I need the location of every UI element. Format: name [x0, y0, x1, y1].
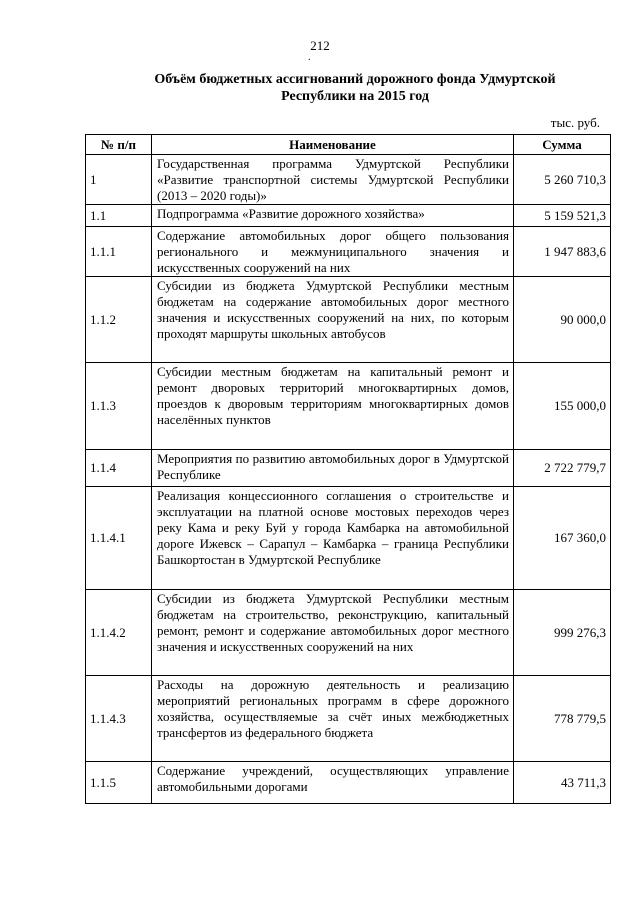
row-sum: 155 000,0	[514, 363, 611, 450]
table-row	[86, 155, 611, 205]
row-sum: 2 722 779,7	[514, 450, 611, 487]
row-number: 1.1	[86, 205, 152, 227]
header-num: № п/п	[86, 135, 152, 155]
document-title	[120, 71, 590, 105]
budget-table	[85, 134, 611, 804]
units-label: тыс. руб.	[550, 115, 600, 130]
row-sum: 90 000,0	[514, 277, 611, 363]
row-name: Подпрограмма «Развитие дорожного хозяйства»	[152, 205, 514, 227]
title-line-1: Объём бюджетных ассигнований дорожного фонда Удмуртской	[154, 72, 556, 87]
row-number: 1.1.3	[86, 363, 152, 450]
row-name: Субсидии местным бюджетам на капитальный ремонт и ремонт дворовых территорий многоквартирных домов, проездов к дворовым территориям многоквартирных домов населённых пунктов	[152, 363, 514, 450]
header-name: Наименование	[152, 135, 514, 155]
header-sum: Сумма	[514, 135, 611, 155]
row-sum: 5 260 710,3	[514, 155, 611, 205]
row-name: Расходы на дорожную деятельность и реализацию мероприятий региональных программ в сфере дорожного хозяйства, осуществляемые за счёт иных межбюджетных трансфертов из федерального бюджета	[152, 676, 514, 762]
table-header-row	[86, 135, 611, 155]
table-row	[86, 363, 611, 450]
row-name: Субсидии из бюджета Удмуртской Республики местным бюджетам на строительство, реконструкцию, капитальный ремонт, ремонт и содержание автомобильных дорог местного значения и искусственных сооружений на них	[152, 590, 514, 676]
row-sum: 999 276,3	[514, 590, 611, 676]
row-number: 1.1.4.1	[86, 487, 152, 590]
table-row	[86, 450, 611, 487]
page-number: 212	[310, 38, 330, 53]
row-sum: 167 360,0	[514, 487, 611, 590]
row-sum: 5 159 521,3	[514, 205, 611, 227]
table-row	[86, 277, 611, 363]
row-number: 1.1.4.3	[86, 676, 152, 762]
row-sum: 1 947 883,6	[514, 227, 611, 277]
row-name: Мероприятия по развитию автомобильных дорог в Удмуртской Республике	[152, 450, 514, 487]
row-number: 1.1.5	[86, 762, 152, 804]
row-number: 1.1.1	[86, 227, 152, 277]
row-number: 1.1.2	[86, 277, 152, 363]
row-name: Реализация концессионного соглашения о строительстве и эксплуатации на платной основе мостовых переходов через реку Кама и реку Буй у города Камбарка на автомобильной дороге Ижевск – Сарапул – Камбарка – граница Республики Башкортостан в Удмуртской Республике	[152, 487, 514, 590]
row-sum: 43 711,3	[514, 762, 611, 804]
row-number: 1.1.4.2	[86, 590, 152, 676]
title-line-2: Республики на 2015 год	[281, 89, 429, 104]
table-row	[86, 487, 611, 590]
table-row	[86, 205, 611, 227]
row-name: Субсидии из бюджета Удмуртской Республики местным бюджетам на содержание автомобильных дорог местного значения и искусственных сооружений на них, по которым проходят маршруты школьных автобусов	[152, 277, 514, 363]
row-number: 1.1.4	[86, 450, 152, 487]
row-name: Содержание учреждений, осуществляющих управление автомобильными дорогами	[152, 762, 514, 804]
row-sum: 778 779,5	[514, 676, 611, 762]
table-row	[86, 227, 611, 277]
table-row	[86, 762, 611, 804]
row-number: 1	[86, 155, 152, 205]
table-row	[86, 676, 611, 762]
table-row	[86, 590, 611, 676]
page-mark: .	[308, 52, 311, 63]
row-name: Содержание автомобильных дорог общего пользования регионального и межмуниципального значения и искусственных сооружений на них	[152, 227, 514, 277]
row-name: Государственная программа Удмуртской Республики «Развитие транспортной системы Удмуртской Республики (2013 – 2020 годы)»	[152, 155, 514, 205]
